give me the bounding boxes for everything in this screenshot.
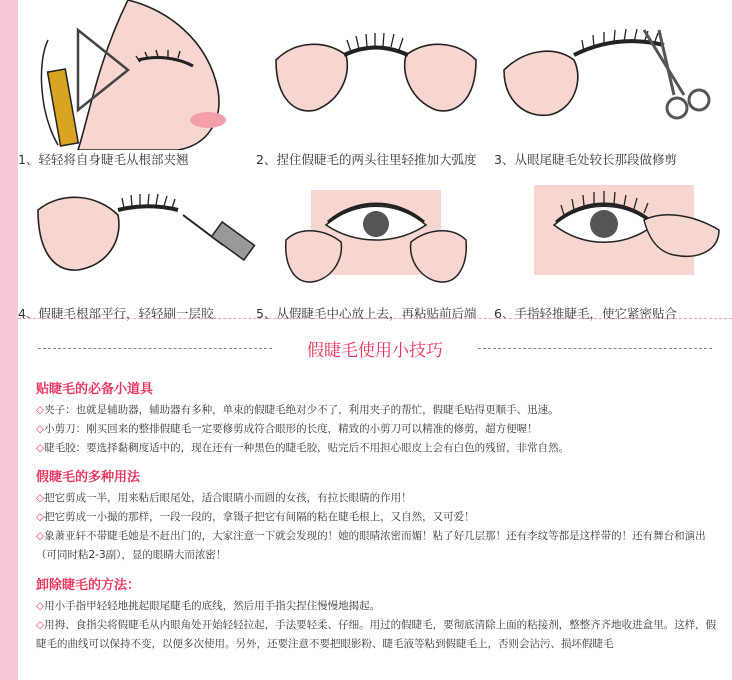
list-item: ◇把它剪成一小撮的那样，一段一段的，拿镊子把它有间隔的粘在睫毛根上，又自然，又可爱！ bbox=[36, 511, 475, 523]
diamond-bullet-icon: ◇ bbox=[36, 530, 45, 542]
step-3 bbox=[494, 0, 732, 167]
list-item: ◇象萧亚轩不带睫毛她是不赶出门的，大家注意一下就会发现的！她的眼睛浓密而媚！粘了好几层那！还有李纹等都是这样带的！还有舞台和演出（可同时粘2-3副），显的眼睛大而浓密！ bbox=[36, 530, 706, 561]
step-1 bbox=[18, 0, 256, 167]
diamond-bullet-icon: ◇ bbox=[36, 492, 45, 504]
diamond-bullet-icon: ◇ bbox=[36, 404, 45, 416]
diamond-bullet-icon: ◇ bbox=[36, 619, 45, 631]
list-item: ◇小剪刀：刚买回来的整排假睫毛一定要修剪成符合眼形的长度，精致的小剪刀可以精准的修剪，超方便喔！ bbox=[36, 423, 538, 435]
step-2 bbox=[256, 0, 494, 167]
false-lash-icon bbox=[256, 0, 494, 150]
section-removal bbox=[36, 574, 726, 654]
step-caption: 6、手指轻推睫毛，使它紧密贴合 bbox=[494, 306, 677, 321]
step-6 bbox=[494, 170, 732, 329]
step-caption: 4、假睫毛根部平行，轻轻刷一层胶 bbox=[18, 306, 214, 321]
diamond-bullet-icon: ◇ bbox=[36, 511, 45, 523]
eye-icon bbox=[256, 170, 494, 300]
section-heading: 卸除睫毛的方法： bbox=[36, 578, 141, 593]
list-item: ◇把它剪成一半，用来粘后眼尾处，适合眼睛小而圆的女孩，有拉长眼睛的作用！ bbox=[36, 492, 412, 504]
right-pink-border bbox=[732, 0, 750, 680]
left-pink-border bbox=[0, 0, 18, 680]
scissors-icon bbox=[494, 0, 732, 150]
glue-tube-icon bbox=[18, 170, 256, 300]
diamond-bullet-icon: ◇ bbox=[36, 600, 45, 612]
section-uses bbox=[36, 466, 726, 565]
step-5 bbox=[256, 170, 494, 329]
section-heading: 假睫毛的多种用法 bbox=[36, 470, 141, 485]
diamond-bullet-icon: ◇ bbox=[36, 423, 45, 435]
finger-press-icon bbox=[494, 170, 732, 300]
step-caption: 3、从眼尾睫毛处较长那段做修剪 bbox=[494, 152, 677, 167]
list-item: ◇用小手指甲轻轻地挑起眼尾睫毛的底线，然后用手指尖捏住慢慢地揭起。 bbox=[36, 600, 381, 612]
list-item: ◇睫毛胶：要选择黏稠度适中的，现在还有一种黑色的睫毛胶，贴完后不用担心眼皮上会有白色的残留，非常自然。 bbox=[36, 442, 570, 454]
tips-title-bar bbox=[38, 336, 712, 360]
page-title: 假睫毛使用小技巧 bbox=[307, 341, 443, 361]
eyelash-curler-icon bbox=[18, 0, 256, 150]
step-caption: 1、轻轻将自身睫毛从根部夹翘 bbox=[18, 152, 189, 167]
list-item: ◇夹子：也就是辅助器，辅助器有多种，单束的假睫毛绝对少不了，利用夹子的帮忙，假睫毛贴得更顺手、迅速。 bbox=[36, 404, 559, 416]
step-illustrations bbox=[18, 0, 732, 321]
list-item: ◇用拇、食指尖将假睫毛从内眼角处开始轻轻拉起，手法要轻柔、仔细。用过的假睫毛，要彻底清除上面的粘接剂，整整齐齐地收进盒里。这样，假睫毛的曲线可以保持不变，以便多次使用。另外，还要注意不要把眼影粉、睫毛液等粘到假睫毛上，否则会沾污、损坏假睫毛 bbox=[36, 619, 717, 650]
title-line-right bbox=[478, 348, 712, 349]
step-caption: 2、捏住假睫毛的两头往里轻推加大弧度 bbox=[256, 152, 477, 167]
step-4 bbox=[18, 170, 256, 329]
section-tools bbox=[36, 378, 726, 458]
diamond-bullet-icon: ◇ bbox=[36, 442, 45, 454]
section-heading: 贴睫毛的必备小道具 bbox=[36, 382, 154, 397]
step-caption: 5、从假睫毛中心放上去，再粘贴前后端 bbox=[256, 306, 477, 321]
section-divider bbox=[18, 318, 732, 319]
